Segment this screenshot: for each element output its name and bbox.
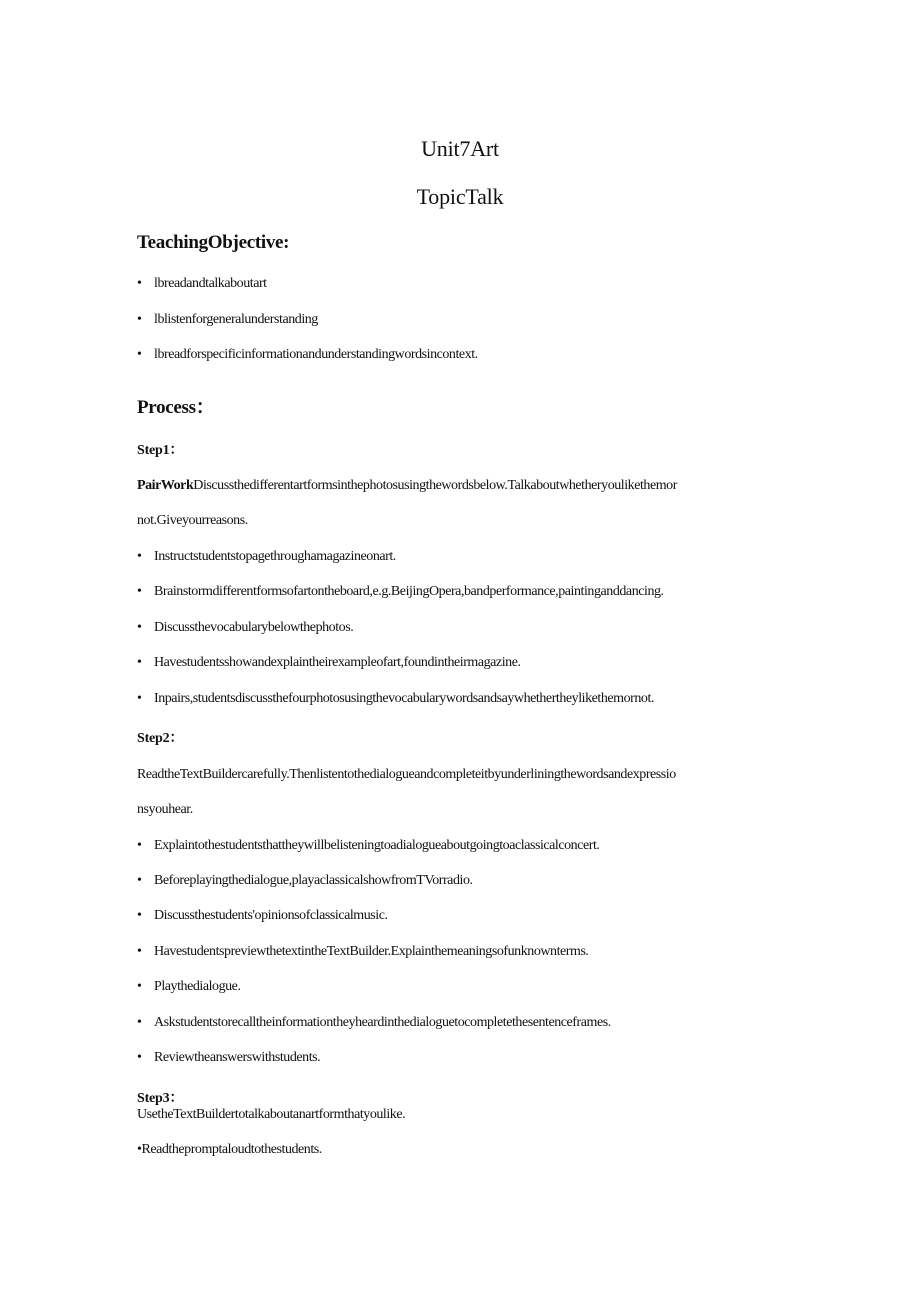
bullet-icon: • (137, 873, 142, 888)
step2-instruction-cont: nsyouhear. (137, 802, 193, 817)
document-subtitle: TopicTalk (416, 184, 504, 209)
step1-heading: Step1： (137, 443, 184, 458)
step3-bullet: •Readthepromptaloudtothestudents. (137, 1142, 322, 1157)
step3-heading: Step3： (137, 1091, 184, 1106)
step2-bullet: • Discussthestudents'opinionsofclassicalmusic. (137, 908, 388, 923)
step1-instruction: PairWorkDiscussthedifferentartformsinthephotosusingthewordsbelow.Talkaboutwhetheryoulikethemor (137, 478, 677, 493)
bullet-icon: • (137, 549, 142, 564)
step2-bullet: • Reviewtheanswerswithstudents. (137, 1050, 321, 1065)
step1-instruction-cont: not.Giveyourreasons. (137, 513, 248, 528)
bullet-icon: • (137, 908, 142, 923)
process-heading: Process： (137, 397, 215, 418)
bullet-icon: • (137, 838, 142, 853)
document-title: Unit7Art (421, 136, 499, 161)
step3-instruction: UsetheTextBuildertotalkaboutanartformthatyoulike. (137, 1107, 406, 1122)
pair-work-label: PairWork (137, 478, 194, 493)
bullet-icon: • (137, 276, 142, 291)
step1-bullet: • Brainstormdifferentformsofartontheboard,e.g.BeijingOpera,bandperformance,paintinganddancing. (137, 584, 664, 599)
step1-bullet: • Havestudentsshowandexplaintheirexampleofart,foundintheirmagazine. (137, 655, 521, 670)
step1-bullet: • Discussthevocabularybelowthephotos. (137, 620, 354, 635)
step2-bullet: • Beforeplayingthedialogue,playaclassicalshowfromTVorradio. (137, 873, 473, 888)
bullet-icon: • (137, 944, 142, 959)
step1-bullet: • Inpairs,studentsdiscussthefourphotosusingthevocabularywordsandsaywhethertheylikethemornot. (137, 691, 654, 706)
bullet-icon: • (137, 620, 142, 635)
step2-heading: Step2： (137, 731, 184, 746)
bullet-icon: • (137, 691, 142, 706)
step2-bullet: • Playthedialogue. (137, 979, 241, 994)
step2-bullet: • HavestudentspreviewthetextintheTextBuilder.Explainthemeaningsofunknownterms. (137, 944, 589, 959)
bullet-icon: • (137, 312, 142, 327)
step1-bullet: • Instructstudentstopagethroughamagazineonart. (137, 549, 396, 564)
step2-bullet: • Askstudentstorecalltheinformationtheyheardinthedialoguetocompletethesentenceframes. (137, 1015, 611, 1030)
step2-instruction: ReadtheTextBuildercarefully.Thenlistentothedialogueandcompleteitbyunderliningthewordsandexpressio (137, 767, 676, 782)
objective-item: • lbreadforspecificinformationandunderstandingwordsincontext. (137, 347, 478, 362)
bullet-icon: • (137, 979, 142, 994)
objective-item: • lbreadandtalkaboutart (137, 276, 267, 291)
bullet-icon: • (137, 347, 142, 362)
bullet-icon: • (137, 655, 142, 670)
bullet-icon: • (137, 1015, 142, 1030)
bullet-icon: • (137, 1050, 142, 1065)
bullet-icon: • (137, 584, 142, 599)
objective-heading: TeachingObjective: (137, 232, 290, 253)
step2-bullet: • Explaintothestudentsthattheywillbelisteningtoadialogueaboutgoingtoaclassicalconcert. (137, 838, 600, 853)
objective-item: • lblistenforgeneralunderstanding (137, 312, 318, 327)
